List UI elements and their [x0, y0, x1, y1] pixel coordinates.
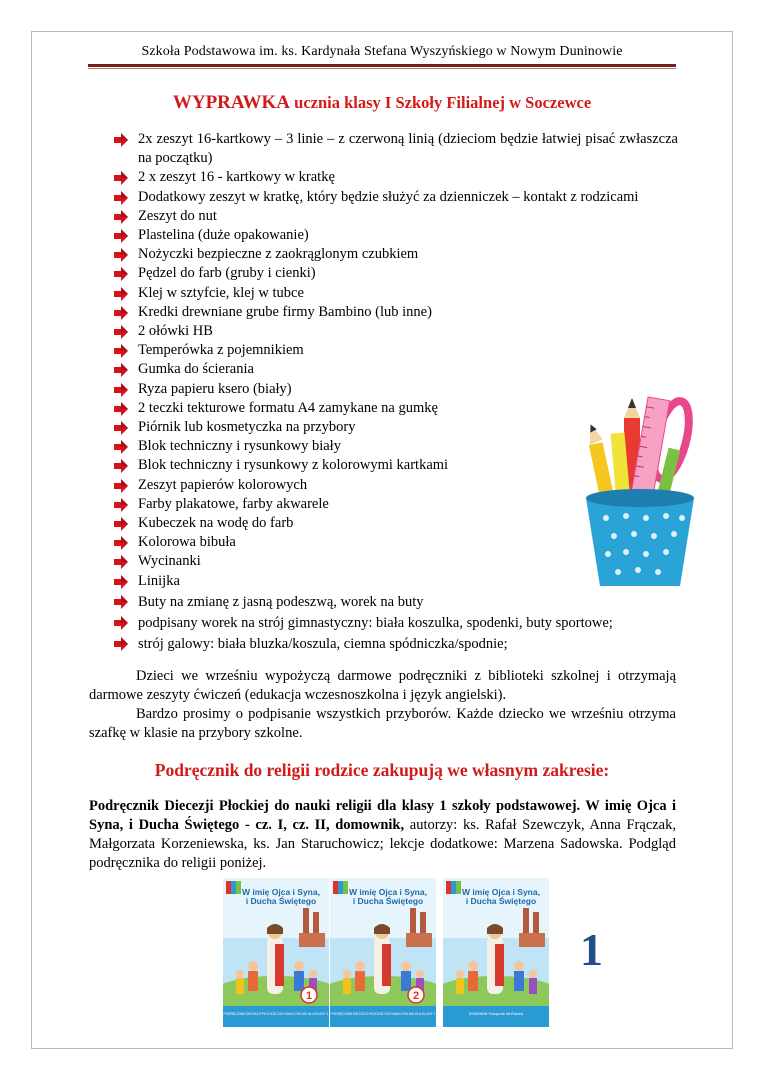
list-item-text: Dodatkowy zeszyt w kratkę, który będzie służyć za dzienniczek – kontakt z rodzicami — [138, 188, 639, 205]
list-item — [113, 130, 678, 168]
list-item-text: Ryza papieru ksero (biały) — [138, 380, 292, 397]
list-item-text: Kubeczek na wodę do farb — [138, 515, 294, 532]
publisher-logo-icon — [446, 881, 461, 894]
list-item — [113, 592, 678, 613]
red-arrow-icon — [113, 498, 129, 512]
book-cover — [443, 878, 549, 1027]
religion-heading: Podręcznik do religii rodzice zakupują we własnym zakresie: — [154, 760, 610, 780]
clothing-list — [113, 592, 678, 655]
list-item-text: Farby plakatowe, farby akwarele — [138, 495, 329, 512]
list-item-text: Pędzel do farb (gruby i cienki) — [138, 265, 316, 282]
list-item-text: Zeszyt do nut — [138, 207, 217, 224]
book-title: W imię Ojca i Syna, i Ducha Świętego — [349, 887, 427, 906]
red-arrow-icon — [113, 325, 129, 339]
list-item-text: podpisany worek na strój gimnastyczny: biała koszulka, spodenki, buty sportowe; — [138, 615, 613, 631]
red-arrow-icon — [113, 555, 129, 569]
list-item-text: Plastelina (duże opakowanie) — [138, 227, 309, 244]
header-rule — [88, 64, 676, 67]
religion-bold: Podręcznik Diecezji Płockiej do nauki religii dla klasy 1 szkoły podstawowej. W imię Ojca i Syna, i Ducha Świętego - cz. I, cz. II, domownik, — [89, 798, 676, 833]
red-arrow-icon — [113, 479, 129, 493]
title-main: WYPRAWKA — [172, 92, 291, 113]
publisher-logo-icon — [226, 881, 241, 894]
list-item-text: Wycinanki — [138, 553, 201, 570]
list-item-text: 2 ołówki HB — [138, 323, 213, 340]
list-item-text: Zeszyt papierów kolorowych — [138, 476, 308, 493]
list-item — [113, 634, 678, 655]
list-item — [113, 322, 678, 341]
red-arrow-icon — [113, 402, 129, 416]
title-rest: ucznia klasy I Szkoły Filialnej w Soczewce — [290, 93, 592, 112]
red-arrow-icon — [113, 637, 129, 651]
red-arrow-icon — [113, 575, 129, 589]
list-item — [113, 613, 678, 634]
list-item-text: Klej w sztyfcie, klej w tubce — [138, 284, 304, 301]
list-item — [113, 360, 678, 379]
list-item-text: 2 x zeszyt 16 - kartkowy w kratkę — [138, 169, 335, 186]
book-subtitle: PODRĘCZNIK DIECEZJI PŁOCKIEJ DO NAUKI RELIGII DLA KLASY 1 — [330, 1012, 436, 1016]
publisher-logo-icon — [333, 881, 348, 894]
paragraph-labels: Bardzo prosimy o podpisanie wszystkich przyborów. Każde dziecko we wrześniu otrzyma szafkę w klasie na przybory szkolne. — [89, 706, 676, 742]
list-item — [113, 341, 678, 360]
pencil-cup-icon — [576, 388, 716, 588]
list-item-text: Kredki drewniane grube firmy Bambino (lub inne) — [138, 303, 432, 320]
list-item-text: Temperówka z pojemnikiem — [138, 342, 304, 359]
list-item-text: Blok techniczny i rysunkowy z kolorowymi kartkami — [138, 457, 449, 474]
religion-paragraph — [89, 797, 676, 873]
red-arrow-icon — [113, 267, 129, 281]
list-item-text: Nożyczki bezpieczne z zaokrąglonym czubkiem — [138, 246, 419, 263]
red-arrow-icon — [113, 191, 129, 205]
list-item — [113, 245, 678, 264]
book-cover — [330, 878, 436, 1027]
list-item — [113, 303, 678, 322]
religion-rest: autorzy: ks. Rafał Szewczyk, Anna Frączak, Małgorzata Korzeniewska, ks. Jan Staruchowicz; lekcje dodatkowe: Marzena Sadowska. Podgląd podręcznika do religii poniżej. — [89, 817, 676, 871]
book-cover — [223, 878, 329, 1027]
list-item — [113, 284, 678, 303]
red-arrow-icon — [113, 536, 129, 550]
book-title: W imię Ojca i Syna, i Ducha Świętego — [462, 887, 540, 906]
book-subtitle: DOMOWNIK Podręcznik dla Rodziny — [468, 1012, 524, 1016]
page-header: Szkoła Podstawowa im. ks. Kardynała Stefana Wyszyńskiego w Nowym Duninowie — [141, 44, 623, 59]
list-item — [113, 226, 678, 245]
red-arrow-icon — [113, 306, 129, 320]
list-item-text: Gumka do ścierania — [138, 361, 254, 378]
list-item-text: 2 teczki tekturowe formatu A4 zamykane na gumkę — [138, 399, 438, 416]
list-item-text: Piórnik lub kosmetyczka na przybory — [138, 419, 356, 436]
list-item — [113, 207, 678, 226]
red-arrow-icon — [113, 440, 129, 454]
list-item — [113, 264, 678, 283]
book-subtitle: PODRĘCZNIK DIECEZJI PŁOCKIEJ DO NAUKI RELIGII DLA KLASY 1 — [223, 1012, 329, 1016]
grade-number: 1 — [580, 924, 603, 975]
list-item-text: strój galowy: biała bluzka/koszula, ciemna spódniczka/spodnie; — [138, 636, 508, 652]
red-arrow-icon — [113, 171, 129, 185]
red-arrow-icon — [113, 133, 129, 147]
red-arrow-icon — [113, 383, 129, 397]
red-arrow-icon — [113, 459, 129, 473]
book-badge: 2 — [412, 990, 420, 1002]
list-item — [113, 188, 678, 207]
red-arrow-icon — [113, 229, 129, 243]
paragraph-textbooks: Dzieci we wrześniu wypożyczą darmowe podręczniki z biblioteki szkolnej i otrzymają darmowe zeszyty ćwiczeń (edukacja wczesnoszkolna i język angielski). — [89, 668, 676, 704]
book-badge: 1 — [305, 990, 313, 1002]
red-arrow-icon — [113, 517, 129, 531]
list-item-text: 2x zeszyt 16-kartkowy – 3 linie – z czerwoną linią (dzieciom będzie łatwiej pisać zwłaszcza na początku) — [138, 131, 678, 167]
list-item-text: Blok techniczny i rysunkowy biały — [138, 438, 341, 455]
page-title — [88, 92, 676, 114]
red-arrow-icon — [113, 248, 129, 262]
list-item-text: Buty na zmianę z jasną podeszwą, worek na buty — [138, 594, 424, 610]
red-arrow-icon — [113, 421, 129, 435]
list-item — [113, 168, 678, 187]
header-rule-thin — [88, 68, 676, 69]
red-arrow-icon — [113, 363, 129, 377]
list-item-text: Linijka — [138, 572, 180, 589]
book-title: W imię Ojca i Syna, i Ducha Świętego — [242, 887, 320, 906]
red-arrow-icon — [113, 287, 129, 301]
red-arrow-icon — [113, 616, 129, 630]
red-arrow-icon — [113, 344, 129, 358]
red-arrow-icon — [113, 210, 129, 224]
list-item-text: Kolorowa bibuła — [138, 534, 236, 551]
red-arrow-icon — [113, 595, 129, 609]
